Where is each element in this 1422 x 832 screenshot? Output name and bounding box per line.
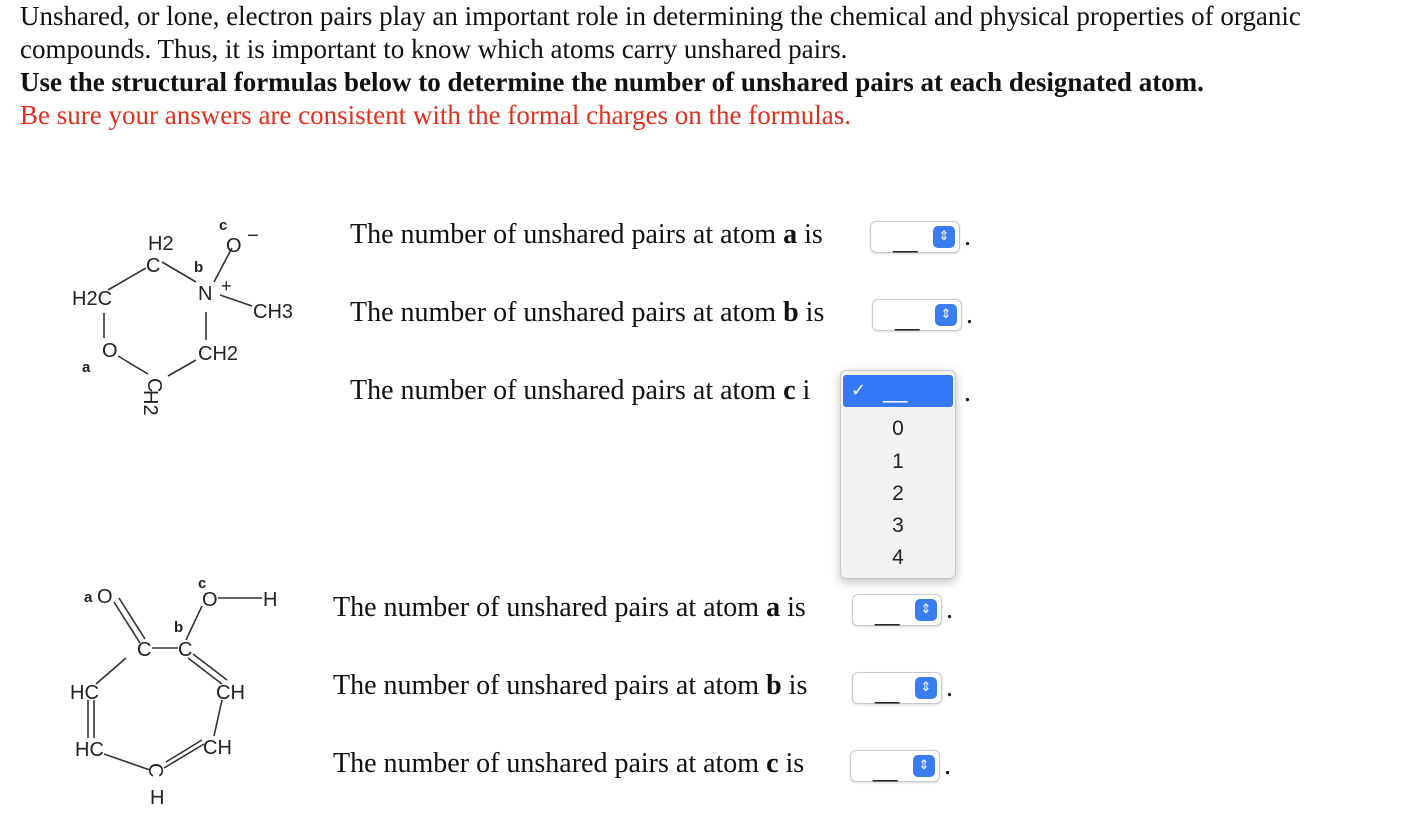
mol1-o-ring: O <box>102 340 118 362</box>
mol1-h2-bottom: H2 <box>139 390 161 416</box>
mol1-c-bottom: C <box>143 378 165 393</box>
select-stepper-icon: ⇕ <box>913 755 935 777</box>
select-value: __ <box>893 228 918 253</box>
mol2-label-b: b <box>174 619 184 636</box>
dropdown-option-selected[interactable] <box>843 375 953 407</box>
selected-value: __ <box>883 378 908 403</box>
answer-select-2b[interactable] <box>852 672 942 704</box>
select-value: __ <box>875 679 900 704</box>
dropdown-option-0[interactable]: 0 <box>892 417 904 440</box>
question-2a <box>333 590 806 626</box>
answer-select-1a[interactable] <box>870 221 960 253</box>
mol1-plus-charge: + <box>221 276 232 296</box>
dropdown-option-2[interactable]: 2 <box>892 482 904 505</box>
question-suffix: is <box>798 297 825 328</box>
select-value: __ <box>873 757 898 782</box>
mol1-minus-charge: − <box>247 225 259 247</box>
question-suffix: is <box>780 592 806 623</box>
mol1-label-c: c <box>219 217 228 234</box>
select-stepper-icon: ⇕ <box>915 599 937 621</box>
question-1a <box>350 217 823 253</box>
intro-warning: Be sure your answers are consistent with the formal charges on the formulas. <box>20 100 852 130</box>
intro-text: Unshared, or lone, electron pairs play an important role in determining the chemical and physical properties of organic compounds. Thus, it is important to know which atoms carry unshared pairs. <box>20 1 1301 64</box>
mol1-n-plus: N <box>198 283 213 305</box>
atom-label: b <box>766 670 782 701</box>
atom-label: b <box>783 297 799 328</box>
select-stepper-icon: ⇕ <box>935 304 957 326</box>
question-text: The number of unshared pairs at atom <box>333 670 767 701</box>
question-suffix: is <box>781 670 808 701</box>
answer-select-2c[interactable] <box>850 750 940 782</box>
dropdown-option-1[interactable]: 1 <box>892 450 904 473</box>
select-stepper-icon: ⇕ <box>933 226 955 248</box>
dropdown-option-4[interactable]: 4 <box>892 546 904 569</box>
question-2b <box>333 668 807 704</box>
mol2-hc-upper: HC <box>70 682 99 704</box>
mol2-ch-upper: CH <box>216 682 245 704</box>
mol2-h-hydroxyl: H <box>263 589 278 611</box>
mol1-o-minus: O <box>226 235 242 257</box>
mol2-o-hydroxyl: O <box>202 589 218 611</box>
question-text: The number of unshared pairs at atom <box>350 297 784 328</box>
mol2-c-bottom: C <box>144 763 166 778</box>
mol2-c-left: C <box>137 639 152 661</box>
mol2-o-carbonyl: O <box>97 586 113 608</box>
mol2-h-bottom: H <box>150 787 165 809</box>
question-text: The number of unshared pairs at atom <box>333 748 767 779</box>
question-1c <box>350 373 810 409</box>
mol2-c-right: C <box>178 639 193 661</box>
answer-dropdown-menu[interactable] <box>840 370 956 579</box>
mol1-h2-top: H2 <box>148 233 174 255</box>
intro-bold-instruction: Use the structural formulas below to determine the number of unshared pairs at each designated atom. <box>20 67 1204 97</box>
atom-label: a <box>766 592 781 623</box>
mol2-label-a: a <box>84 589 93 606</box>
atom-label: a <box>783 219 798 250</box>
question-1b <box>350 295 824 331</box>
mol1-ch2-right: CH2 <box>198 343 239 365</box>
mol2-ch-lower: CH <box>203 737 232 759</box>
mol1-h2c-left: H2C <box>72 288 113 310</box>
question-suffix: i <box>795 375 811 406</box>
mol1-ch3: CH3 <box>253 301 294 323</box>
select-stepper-icon: ⇕ <box>915 677 937 699</box>
answer-select-2a[interactable] <box>852 594 942 626</box>
question-2c <box>333 746 804 782</box>
question-text: The number of unshared pairs at atom <box>350 219 784 250</box>
mol1-label-a: a <box>82 359 91 376</box>
atom-label: c <box>783 375 796 406</box>
answer-select-1b[interactable] <box>872 299 962 331</box>
checkmark-icon: ✓ <box>851 380 867 401</box>
question-text: The number of unshared pairs at atom <box>350 375 784 406</box>
dropdown-option-3[interactable]: 3 <box>892 514 904 537</box>
select-value: __ <box>895 306 920 331</box>
question-suffix: is <box>797 219 823 250</box>
question-suffix: is <box>778 748 805 779</box>
mol2-hc-lower: HC <box>75 739 104 761</box>
atom-label: c <box>766 748 779 779</box>
select-value: __ <box>875 601 900 626</box>
mol2-label-c: c <box>198 575 207 592</box>
mol1-label-b: b <box>194 259 204 276</box>
mol1-c-top: C <box>146 255 161 277</box>
question-text: The number of unshared pairs at atom <box>333 592 767 623</box>
